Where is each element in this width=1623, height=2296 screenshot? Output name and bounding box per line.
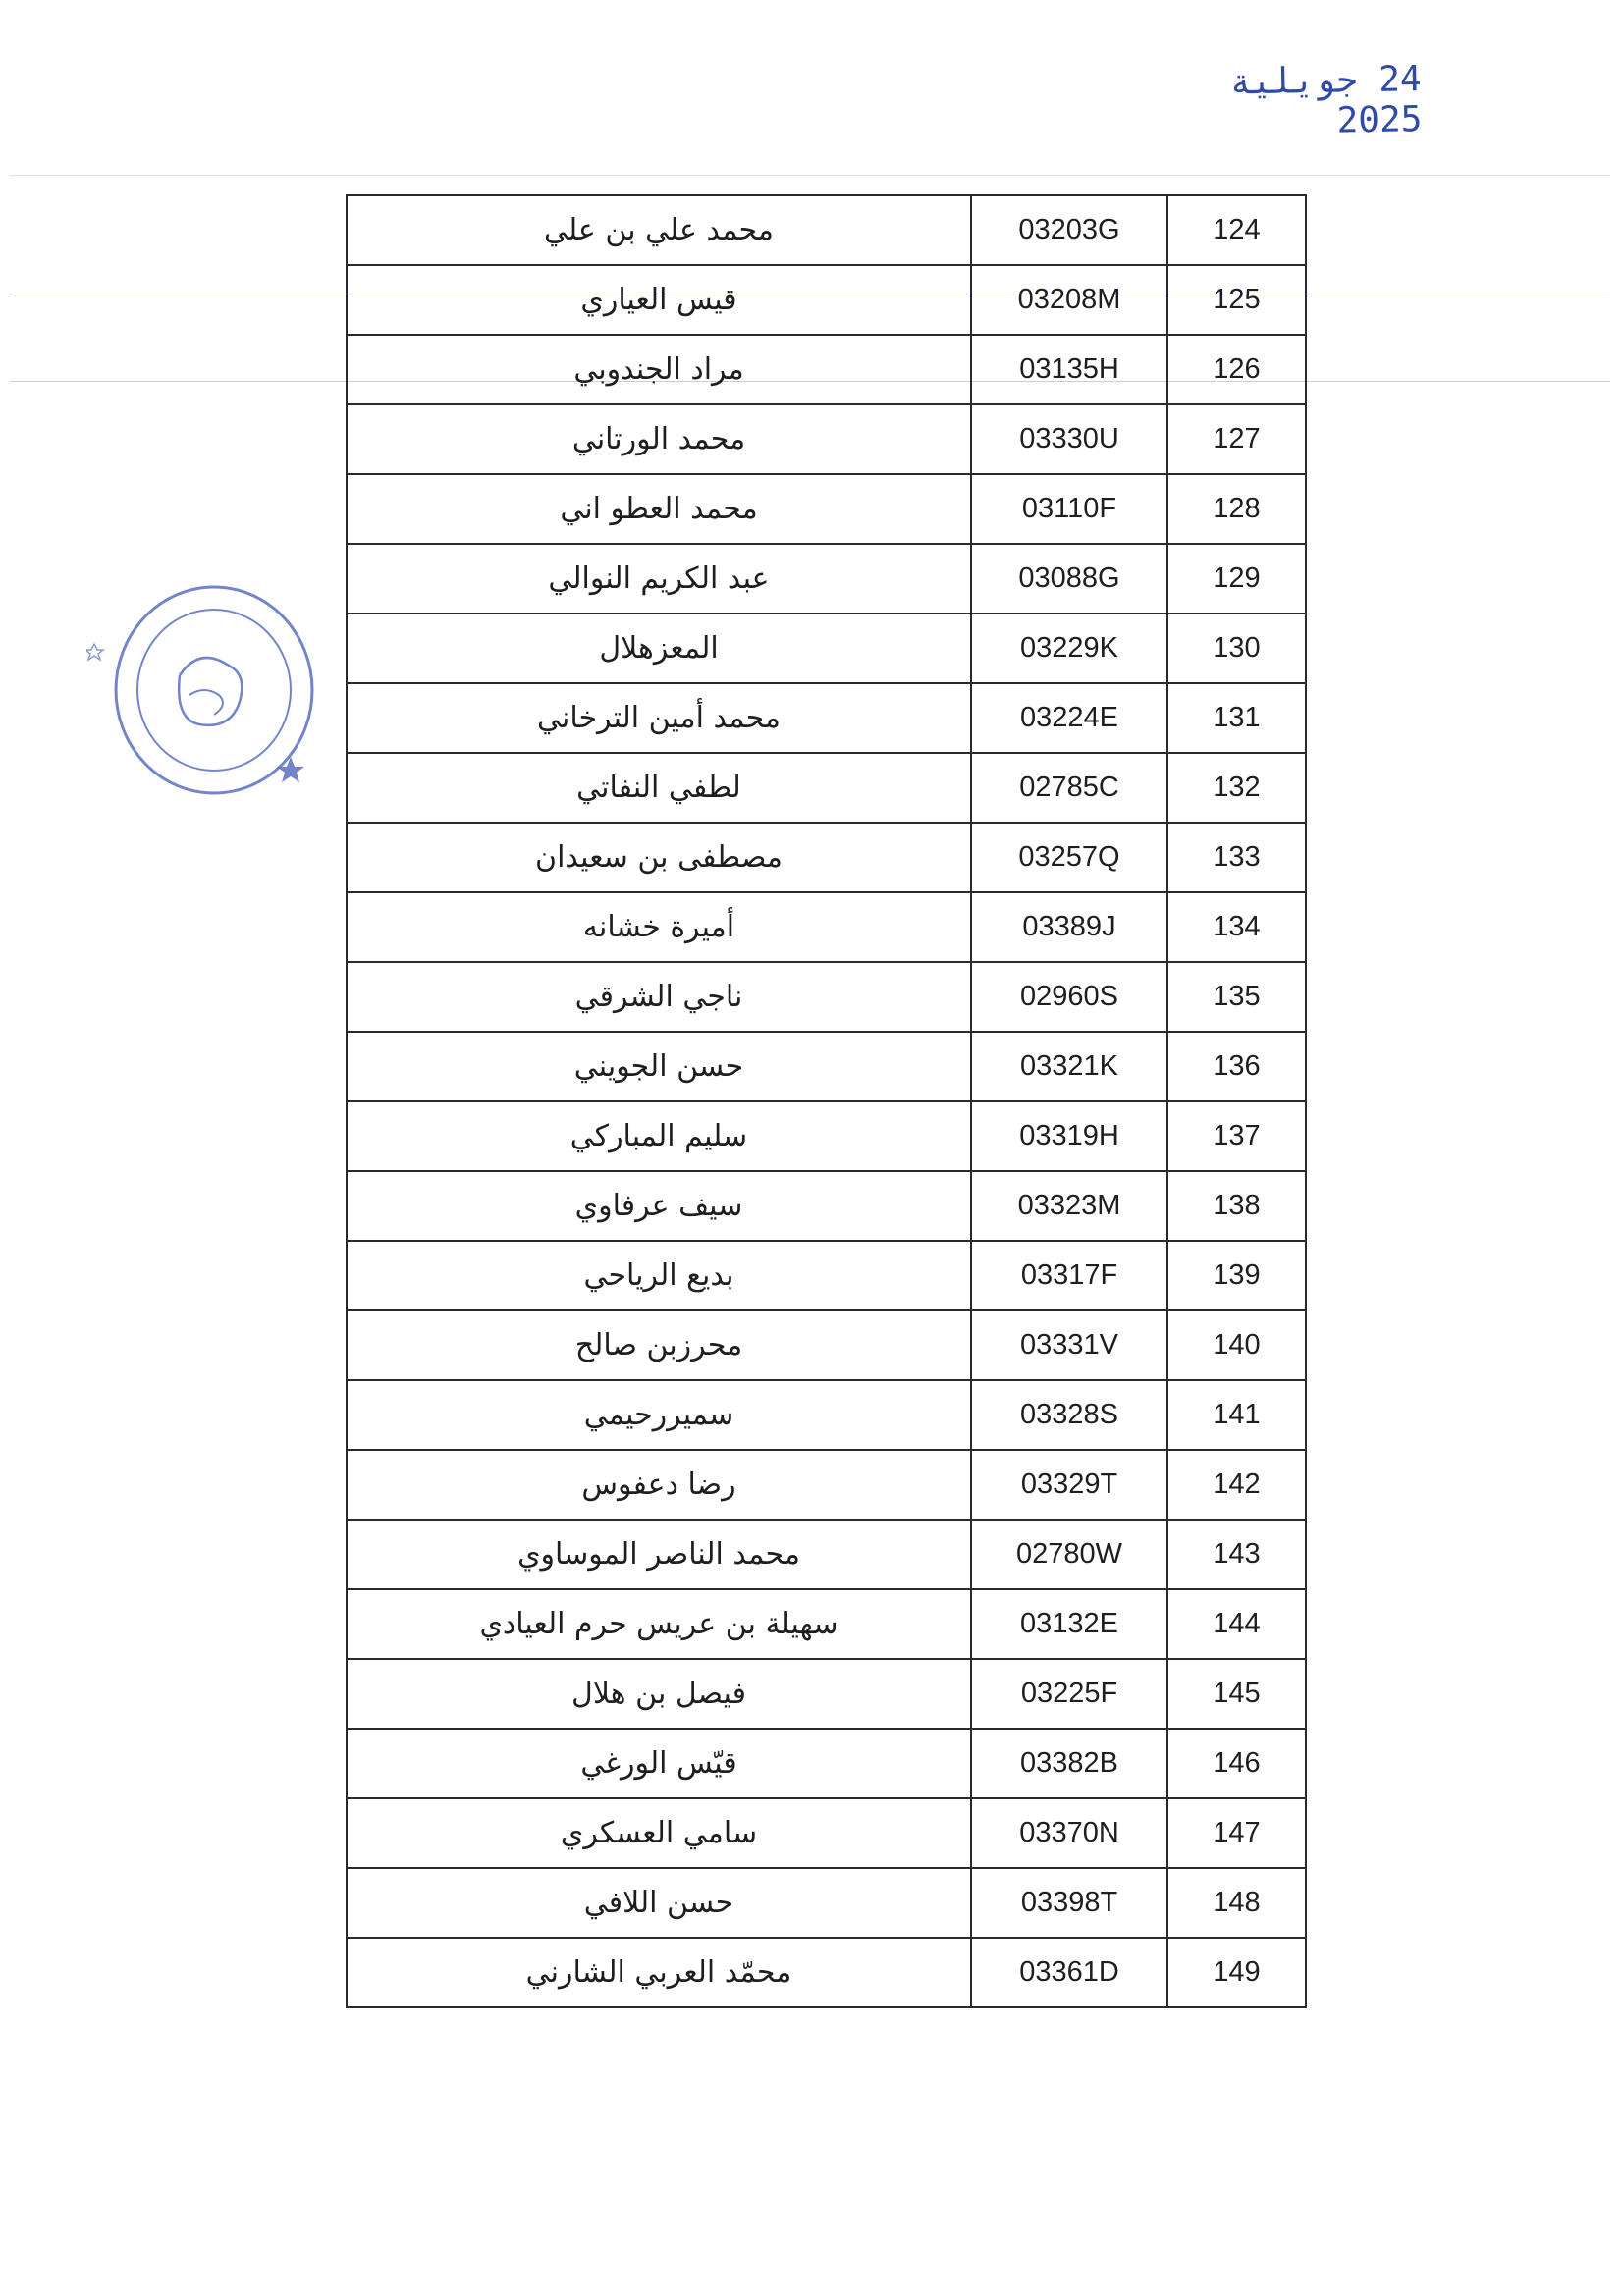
table-row: [347, 474, 1306, 544]
row-number-cell: 124: [1167, 195, 1306, 265]
row-number-cell: 128: [1167, 474, 1306, 544]
table-row: [347, 1659, 1306, 1729]
row-number-cell: 133: [1167, 823, 1306, 892]
scan-artifact-line: [10, 175, 1610, 176]
id-code-cell: 03257Q: [971, 823, 1167, 892]
row-number-cell: 132: [1167, 753, 1306, 823]
table-row: [347, 1798, 1306, 1868]
id-code-cell: 03321K: [971, 1032, 1167, 1101]
id-code-cell: 03208M: [971, 265, 1167, 335]
row-number-cell: 125: [1167, 265, 1306, 335]
row-number-cell: 145: [1167, 1659, 1306, 1729]
id-code-cell: 03132E: [971, 1589, 1167, 1659]
id-code-cell: 03331V: [971, 1310, 1167, 1380]
id-code-cell: 03225F: [971, 1659, 1167, 1729]
date-stamp: 24 جويلية 2025: [1229, 59, 1423, 141]
id-code-cell: 03382B: [971, 1729, 1167, 1798]
person-name-cell: محرزبن صالح: [347, 1310, 971, 1380]
id-code-cell: 03110F: [971, 474, 1167, 544]
names-table: [346, 194, 1307, 2008]
id-code-cell: 02960S: [971, 962, 1167, 1032]
person-name-cell: عبد الكريم النوالي: [347, 544, 971, 614]
table-row: [347, 544, 1306, 614]
table-row: [347, 962, 1306, 1032]
table-row: [347, 265, 1306, 335]
id-code-cell: 03389J: [971, 892, 1167, 962]
official-seal-icon: [86, 558, 322, 823]
id-code-cell: 03329T: [971, 1450, 1167, 1520]
person-name-cell: فيصل بن هلال: [347, 1659, 971, 1729]
table-row: [347, 614, 1306, 683]
table-row: [347, 683, 1306, 753]
row-number-cell: 141: [1167, 1380, 1306, 1450]
row-number-cell: 144: [1167, 1589, 1306, 1659]
person-name-cell: أميرة خشانه: [347, 892, 971, 962]
row-number-cell: 126: [1167, 335, 1306, 404]
table-body: [347, 195, 1306, 2007]
table-row: [347, 753, 1306, 823]
id-code-cell: 03088G: [971, 544, 1167, 614]
person-name-cell: محمد أمين الترخاني: [347, 683, 971, 753]
table-row: [347, 195, 1306, 265]
row-number-cell: 149: [1167, 1938, 1306, 2007]
id-code-cell: 02785C: [971, 753, 1167, 823]
row-number-cell: 131: [1167, 683, 1306, 753]
person-name-cell: محمد الناصر الموساوي: [347, 1520, 971, 1589]
id-code-cell: 03323M: [971, 1171, 1167, 1241]
table-row: [347, 1450, 1306, 1520]
person-name-cell: سهيلة بن عريس حرم العيادي: [347, 1589, 971, 1659]
row-number-cell: 146: [1167, 1729, 1306, 1798]
id-code-cell: 03319H: [971, 1101, 1167, 1171]
person-name-cell: مصطفى بن سعيدان: [347, 823, 971, 892]
id-code-cell: 03135H: [971, 335, 1167, 404]
person-name-cell: سيف عرفاوي: [347, 1171, 971, 1241]
table-row: [347, 1241, 1306, 1310]
person-name-cell: حسن اللافي: [347, 1868, 971, 1938]
person-name-cell: سميررحيمي: [347, 1380, 971, 1450]
row-number-cell: 129: [1167, 544, 1306, 614]
id-code-cell: 03317F: [971, 1241, 1167, 1310]
table-row: [347, 892, 1306, 962]
person-name-cell: محمد علي بن علي: [347, 195, 971, 265]
row-number-cell: 130: [1167, 614, 1306, 683]
row-number-cell: 147: [1167, 1798, 1306, 1868]
table-row: [347, 1589, 1306, 1659]
id-code-cell: 03330U: [971, 404, 1167, 474]
person-name-cell: المعزهلال: [347, 614, 971, 683]
person-name-cell: محمّد العربي الشارني: [347, 1938, 971, 2007]
table-row: [347, 1171, 1306, 1241]
id-code-cell: 03229K: [971, 614, 1167, 683]
id-code-cell: 03224E: [971, 683, 1167, 753]
id-code-cell: 03361D: [971, 1938, 1167, 2007]
person-name-cell: قيس العياري: [347, 265, 971, 335]
id-code-cell: 03370N: [971, 1798, 1167, 1868]
table-row: [347, 1032, 1306, 1101]
table-row: [347, 1729, 1306, 1798]
person-name-cell: حسن الجويني: [347, 1032, 971, 1101]
row-number-cell: 137: [1167, 1101, 1306, 1171]
person-name-cell: ناجي الشرقي: [347, 962, 971, 1032]
table-row: [347, 1520, 1306, 1589]
table-row: [347, 404, 1306, 474]
table-row: [347, 1938, 1306, 2007]
person-name-cell: قيّس الورغي: [347, 1729, 971, 1798]
id-code-cell: 03328S: [971, 1380, 1167, 1450]
table-row: [347, 335, 1306, 404]
person-name-cell: رضا دعفوس: [347, 1450, 971, 1520]
person-name-cell: لطفي النفاتي: [347, 753, 971, 823]
row-number-cell: 138: [1167, 1171, 1306, 1241]
row-number-cell: 143: [1167, 1520, 1306, 1589]
person-name-cell: محمد العطو اني: [347, 474, 971, 544]
row-number-cell: 140: [1167, 1310, 1306, 1380]
id-code-cell: 02780W: [971, 1520, 1167, 1589]
person-name-cell: مراد الجندوبي: [347, 335, 971, 404]
person-name-cell: سليم المباركي: [347, 1101, 971, 1171]
person-name-cell: سامي العسكري: [347, 1798, 971, 1868]
row-number-cell: 148: [1167, 1868, 1306, 1938]
row-number-cell: 136: [1167, 1032, 1306, 1101]
row-number-cell: 139: [1167, 1241, 1306, 1310]
table-row: [347, 823, 1306, 892]
id-code-cell: 03398T: [971, 1868, 1167, 1938]
table-row: [347, 1380, 1306, 1450]
id-code-cell: 03203G: [971, 195, 1167, 265]
table-row: [347, 1101, 1306, 1171]
person-name-cell: محمد الورتاني: [347, 404, 971, 474]
row-number-cell: 135: [1167, 962, 1306, 1032]
person-name-cell: بديع الرياحي: [347, 1241, 971, 1310]
row-number-cell: 142: [1167, 1450, 1306, 1520]
row-number-cell: 127: [1167, 404, 1306, 474]
table-row: [347, 1868, 1306, 1938]
row-number-cell: 134: [1167, 892, 1306, 962]
table-row: [347, 1310, 1306, 1380]
